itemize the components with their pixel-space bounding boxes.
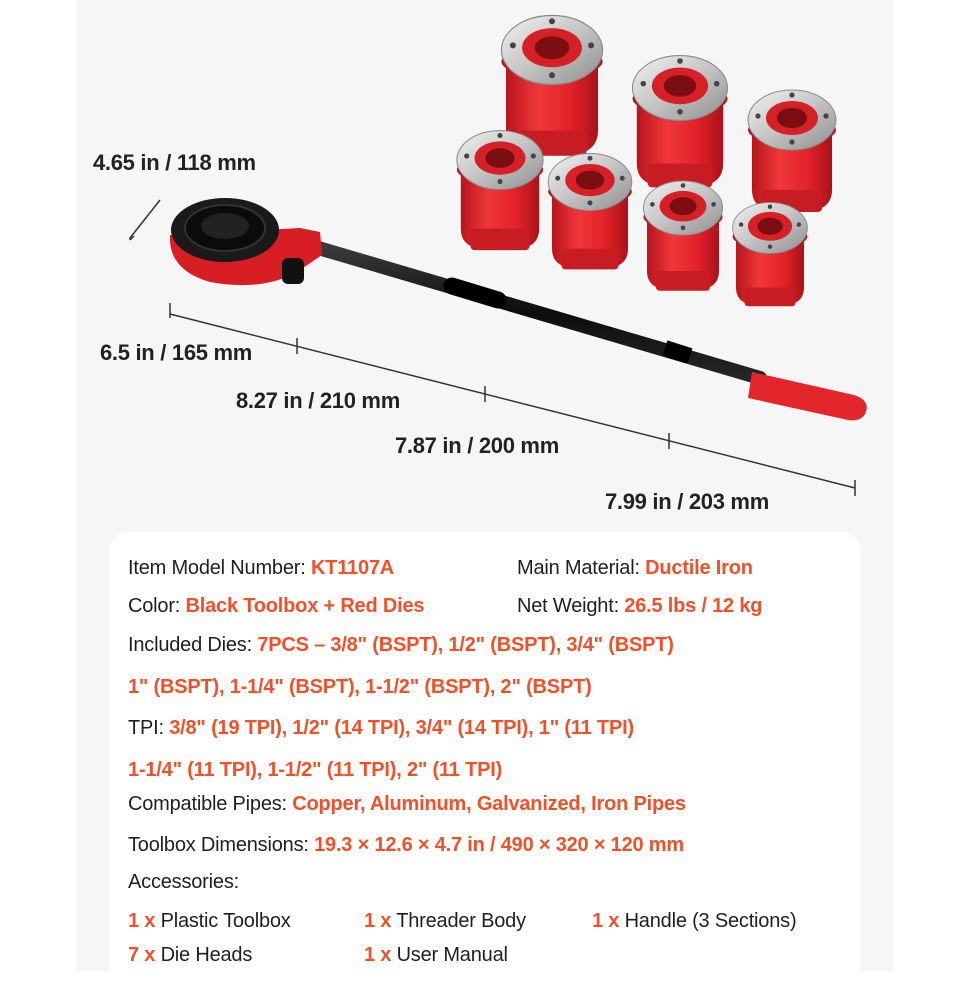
weight-label: Net Weight: — [517, 595, 619, 617]
accessory-item — [592, 910, 796, 933]
accessory-qty: 1 x — [592, 910, 620, 932]
model-row — [128, 557, 394, 580]
head-width-label: 6.5 in / 165 mm — [100, 340, 253, 365]
dies-label: Included Dies: — [128, 634, 252, 656]
tpi-row — [128, 717, 634, 740]
accessory-qty: 1 x — [364, 944, 392, 966]
accessory-item — [364, 910, 526, 933]
dies-value-2: 1" (BSPT), 1-1/4" (BSPT), 1-1/2" (BSPT), 2" (BSPT) — [128, 676, 592, 698]
tpi-label: TPI: — [128, 717, 164, 739]
accessory-name: Die Heads — [160, 944, 253, 966]
color-row — [128, 595, 424, 618]
accessory-name: Threader Body — [396, 910, 526, 932]
accessories-heading — [128, 871, 239, 894]
accessory-name: Handle (3 Sections) — [624, 910, 797, 932]
head-height-label: 4.65 in / 118 mm — [93, 150, 256, 175]
tpi-value-2: 1-1/4" (11 TPI), 1-1/2" (11 TPI), 2" (11 TPI) — [128, 759, 503, 781]
accessory-qty: 1 x — [364, 910, 392, 932]
model-value: KT1107A — [310, 557, 395, 579]
color-value: Black Toolbox + Red Dies — [185, 595, 425, 617]
accessory-name: User Manual — [396, 944, 508, 966]
weight-value: 26.5 lbs / 12 kg — [624, 595, 763, 617]
section-2-label: 7.87 in / 200 mm — [395, 433, 559, 458]
tpi-value-1: 3/8" (19 TPI), 1/2" (14 TPI), 3/4" (14 TPI), 1" (11 TPI) — [169, 717, 634, 739]
section-1-label: 8.27 in / 210 mm — [236, 388, 400, 413]
toolbox-label: Toolbox Dimensions: — [128, 834, 309, 856]
material-value: Ductile Iron — [645, 557, 753, 579]
section-3-label: 7.99 in / 203 mm — [605, 489, 769, 514]
tpi-row-2 — [128, 759, 502, 782]
pipes-row — [128, 793, 686, 816]
material-row — [517, 557, 753, 580]
accessory-item — [128, 944, 252, 967]
dies-row-2 — [128, 676, 592, 699]
material-label: Main Material: — [517, 557, 640, 579]
accessory-item — [364, 944, 508, 967]
accessory-item — [128, 910, 291, 933]
die-heads — [457, 16, 836, 307]
accessory-qty: 1 x — [128, 910, 156, 932]
weight-row — [517, 595, 762, 618]
accessories-label: Accessories: — [128, 871, 239, 893]
dies-row — [128, 634, 674, 657]
accessory-qty: 7 x — [128, 944, 156, 966]
accessory-name: Plastic Toolbox — [160, 910, 291, 932]
pipes-value: Copper, Aluminum, Galvanized, Iron Pipes — [292, 793, 686, 815]
dies-value-1: 7PCS – 3/8" (BSPT), 1/2" (BSPT), 3/4" (BSPT) — [257, 634, 674, 656]
model-label: Item Model Number: — [128, 557, 306, 579]
toolbox-value: 19.3 × 12.6 × 4.7 in / 490 × 320 × 120 mm — [314, 834, 684, 856]
color-label: Color: — [128, 595, 181, 617]
pipes-label: Compatible Pipes: — [128, 793, 287, 815]
toolbox-row — [128, 834, 684, 857]
